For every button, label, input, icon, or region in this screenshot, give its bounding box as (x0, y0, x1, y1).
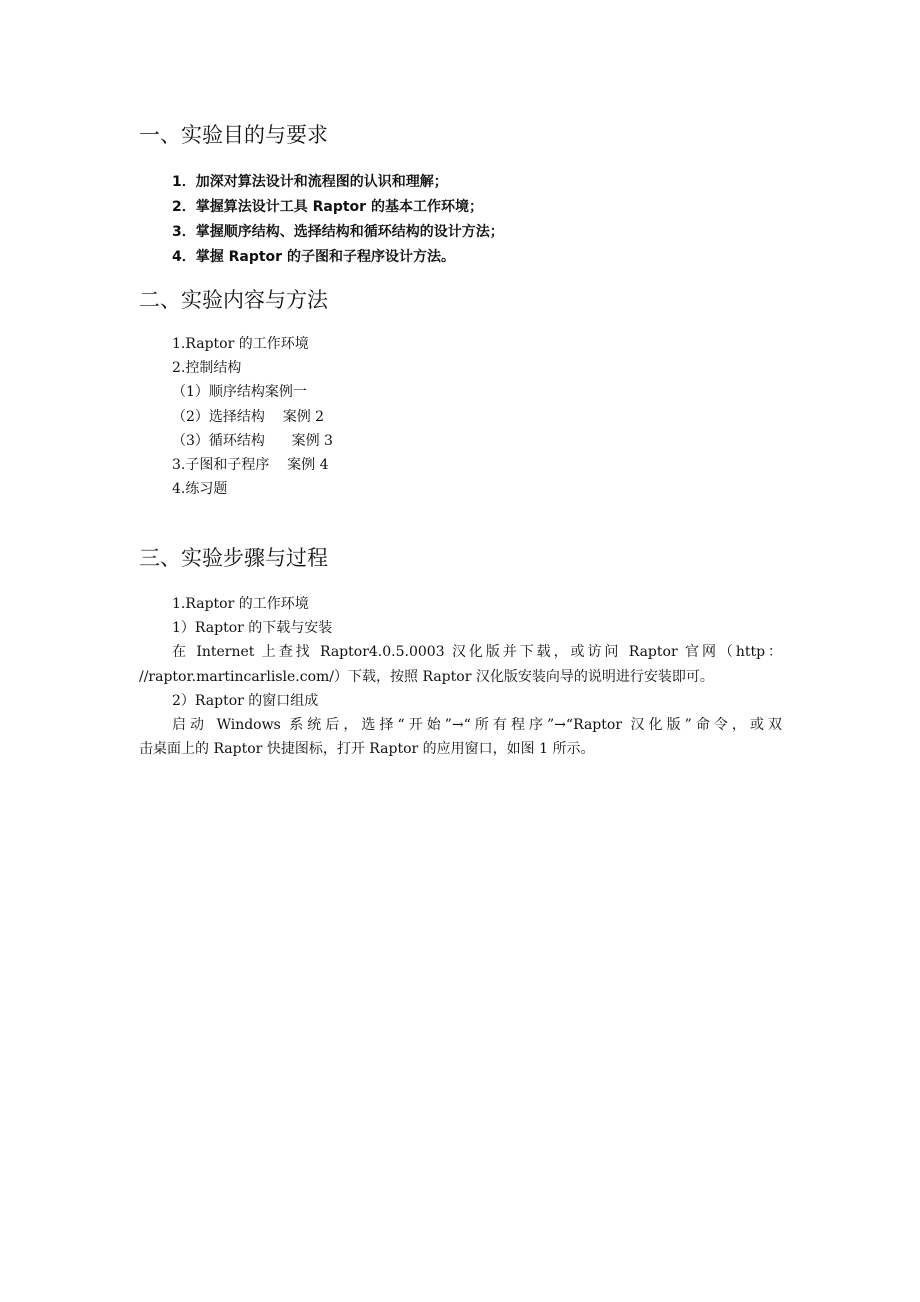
list-item: 1．加深对算法设计和流程图的认识和理解； (172, 174, 448, 190)
body-line: 1）Raptor 的下载与安装 (172, 620, 333, 637)
list-item: （3）循环结构 案例 3 (172, 432, 333, 449)
body-line: 在 Internet 上查找 Raptor4.0.5.0003 汉化版并下载，或访问 Raptor 官网（http： (172, 644, 782, 661)
list-item: 3．掌握顺序结构、选择结构和循环结构的设计方法； (172, 224, 504, 240)
body-line: 击桌面上的 Raptor 快捷图标，打开 Raptor 的应用窗口，如图 1 所示。 (139, 741, 595, 758)
section-1-list (172, 170, 504, 270)
list-item: 2.控制结构 (172, 360, 242, 377)
body-line: 启动 Windows 系统后，选择“开始”→“所有程序”→“Raptor 汉化版”命令，或双 (172, 717, 782, 733)
body-line: 1.Raptor 的工作环境 (172, 596, 309, 612)
body-line: //raptor.martincarlisle.com/）下载，按照 Raptor 汉化版安装向导的说明进行安装即可。 (139, 668, 714, 685)
list-item: 4．掌握 Raptor 的子图和子程序设计方法。 (172, 249, 455, 265)
body-line: 2）Raptor 的窗口组成 (172, 692, 319, 709)
list-item: 3.子图和子程序 案例 4 (172, 457, 329, 474)
section-1-heading: 一、实验目的与要求 (139, 123, 328, 147)
list-item: 1.Raptor 的工作环境 (172, 336, 309, 352)
section-3-heading: 三、实验步骤与过程 (139, 546, 328, 570)
list-item: 4.练习题 (172, 481, 228, 498)
list-item: （1）顺序结构案例一 (172, 384, 307, 401)
section-2-list (172, 332, 333, 501)
section-2-heading: 二、实验内容与方法 (139, 288, 328, 312)
section-3-body (139, 592, 782, 761)
list-item: 2．掌握算法设计工具 Raptor 的基本工作环境； (172, 199, 483, 215)
list-item: （2）选择结构 案例 2 (172, 408, 325, 425)
